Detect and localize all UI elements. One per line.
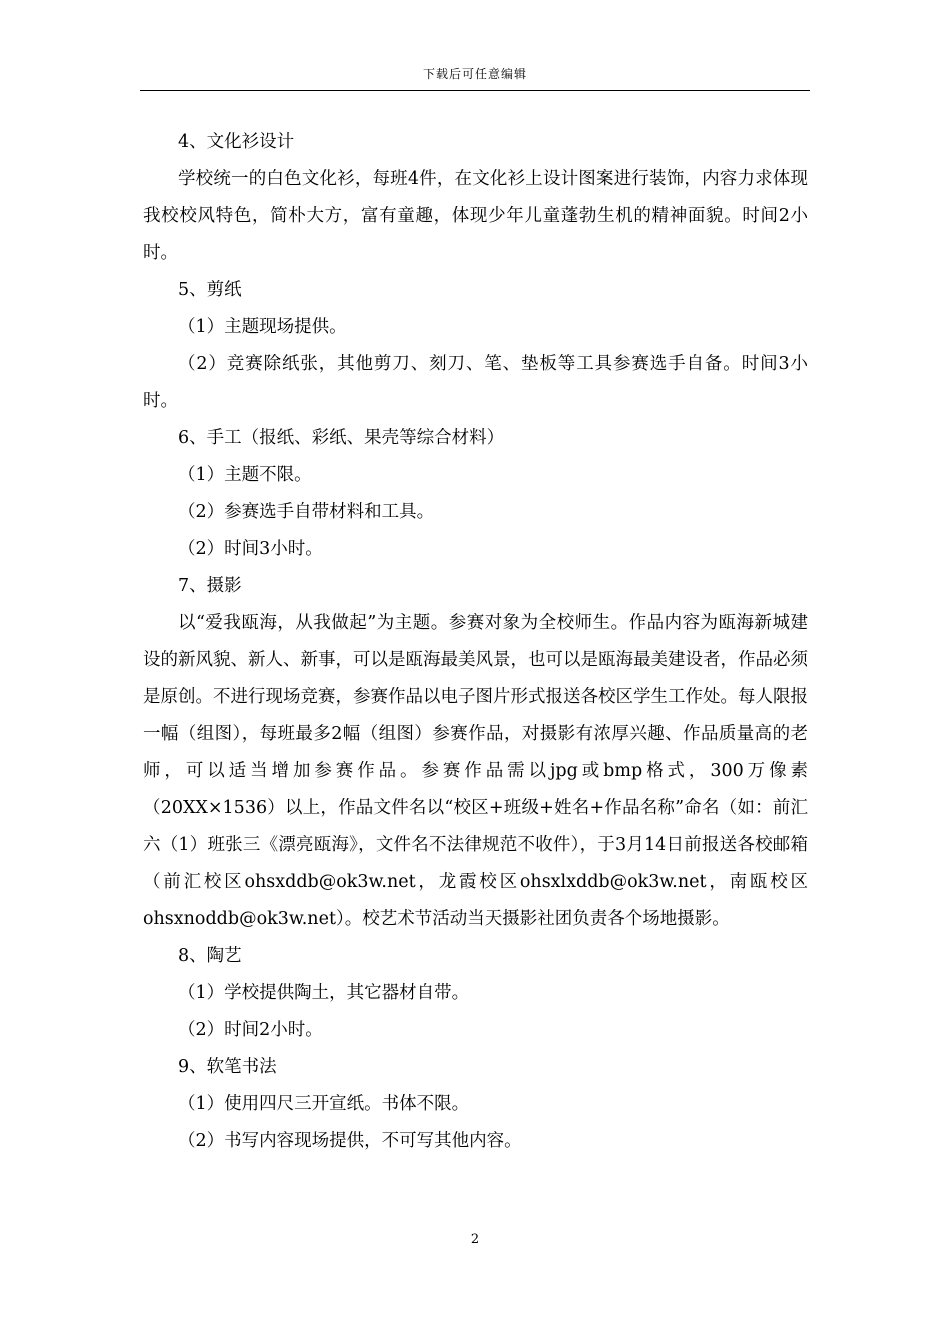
paragraph-calligraphy-1: （1）使用四尺三开宣纸。书体不限。 xyxy=(178,1094,470,1114)
paragraph-handicraft-1: （1）主题不限。 xyxy=(178,465,312,485)
section-heading-handicraft: 6、手工（报纸、彩纸、果壳等综合材料） xyxy=(178,428,505,448)
document-body xyxy=(143,124,808,1160)
section-heading-calligraphy: 9、软笔书法 xyxy=(178,1057,277,1077)
paragraph-paper-cutting-2: （2）竞赛除纸张，其他剪刀、刻刀、笔、垫板等工具参赛选手自备。时间3小时。 xyxy=(143,354,808,411)
section-heading-photography: 7、摄影 xyxy=(178,576,242,596)
section-heading-paper-cutting: 5、剪纸 xyxy=(178,280,242,300)
paragraph-handicraft-3: （2）时间3小时。 xyxy=(178,539,323,559)
paragraph-handicraft-2: （2）参赛选手自带材料和工具。 xyxy=(178,502,435,522)
page-number: 2 xyxy=(470,1232,480,1247)
paragraph-t-shirt: 学校统一的白色文化衫，每班4件，在文化衫上设计图案进行装饰，内容力求体现我校校风特色，简朴大方，富有童趣，体现少年儿童蓬勃生机的精神面貌。时间2小时。 xyxy=(143,169,808,263)
section-heading-t-shirt: 4、文化衫设计 xyxy=(178,132,295,152)
paragraph-calligraphy-2: （2）书写内容现场提供，不可写其他内容。 xyxy=(178,1131,522,1151)
paragraph-paper-cutting-1: （1）主题现场提供。 xyxy=(178,317,347,337)
paragraph-pottery-1: （1）学校提供陶土，其它器材自带。 xyxy=(178,983,470,1003)
header-divider xyxy=(140,90,810,91)
paragraph-photography: 以“爱我瓯海，从我做起”为主题。参赛对象为全校师生。作品内容为瓯海新城建设的新风貌、新人、新事，可以是瓯海最美风景，也可以是瓯海最美建设者，作品必须是原创。不进行现场竞赛，参赛作品以电子图片形式报送各校区学生工作处。每人限报一幅（组图），每班最多2幅（组图）参赛作品，对摄影有浓厚兴趣、作品质量高的老师，可以适当增加参赛作品。参赛作品需以jpg或bmp格式，300万像素（20XX×1536）以上，作品文件名以“校区+班级+姓名+作品名称”命名（如：前汇六（1）班张三《漂亮瓯海》，文件名不法律规范不收件），于3月14日前报送各校邮箱（前汇校区ohsxddb@ok3w.net，龙霞校区ohsxlxddb@ok3w.net，南瓯校区ohsxnoddb@ok3w.net）。校艺术节活动当天摄影社团负责各个场地摄影。 xyxy=(143,613,808,929)
page-header: 下载后可任意编辑 xyxy=(422,67,527,81)
paragraph-pottery-2: （2）时间2小时。 xyxy=(178,1020,323,1040)
section-heading-pottery: 8、陶艺 xyxy=(178,946,242,966)
